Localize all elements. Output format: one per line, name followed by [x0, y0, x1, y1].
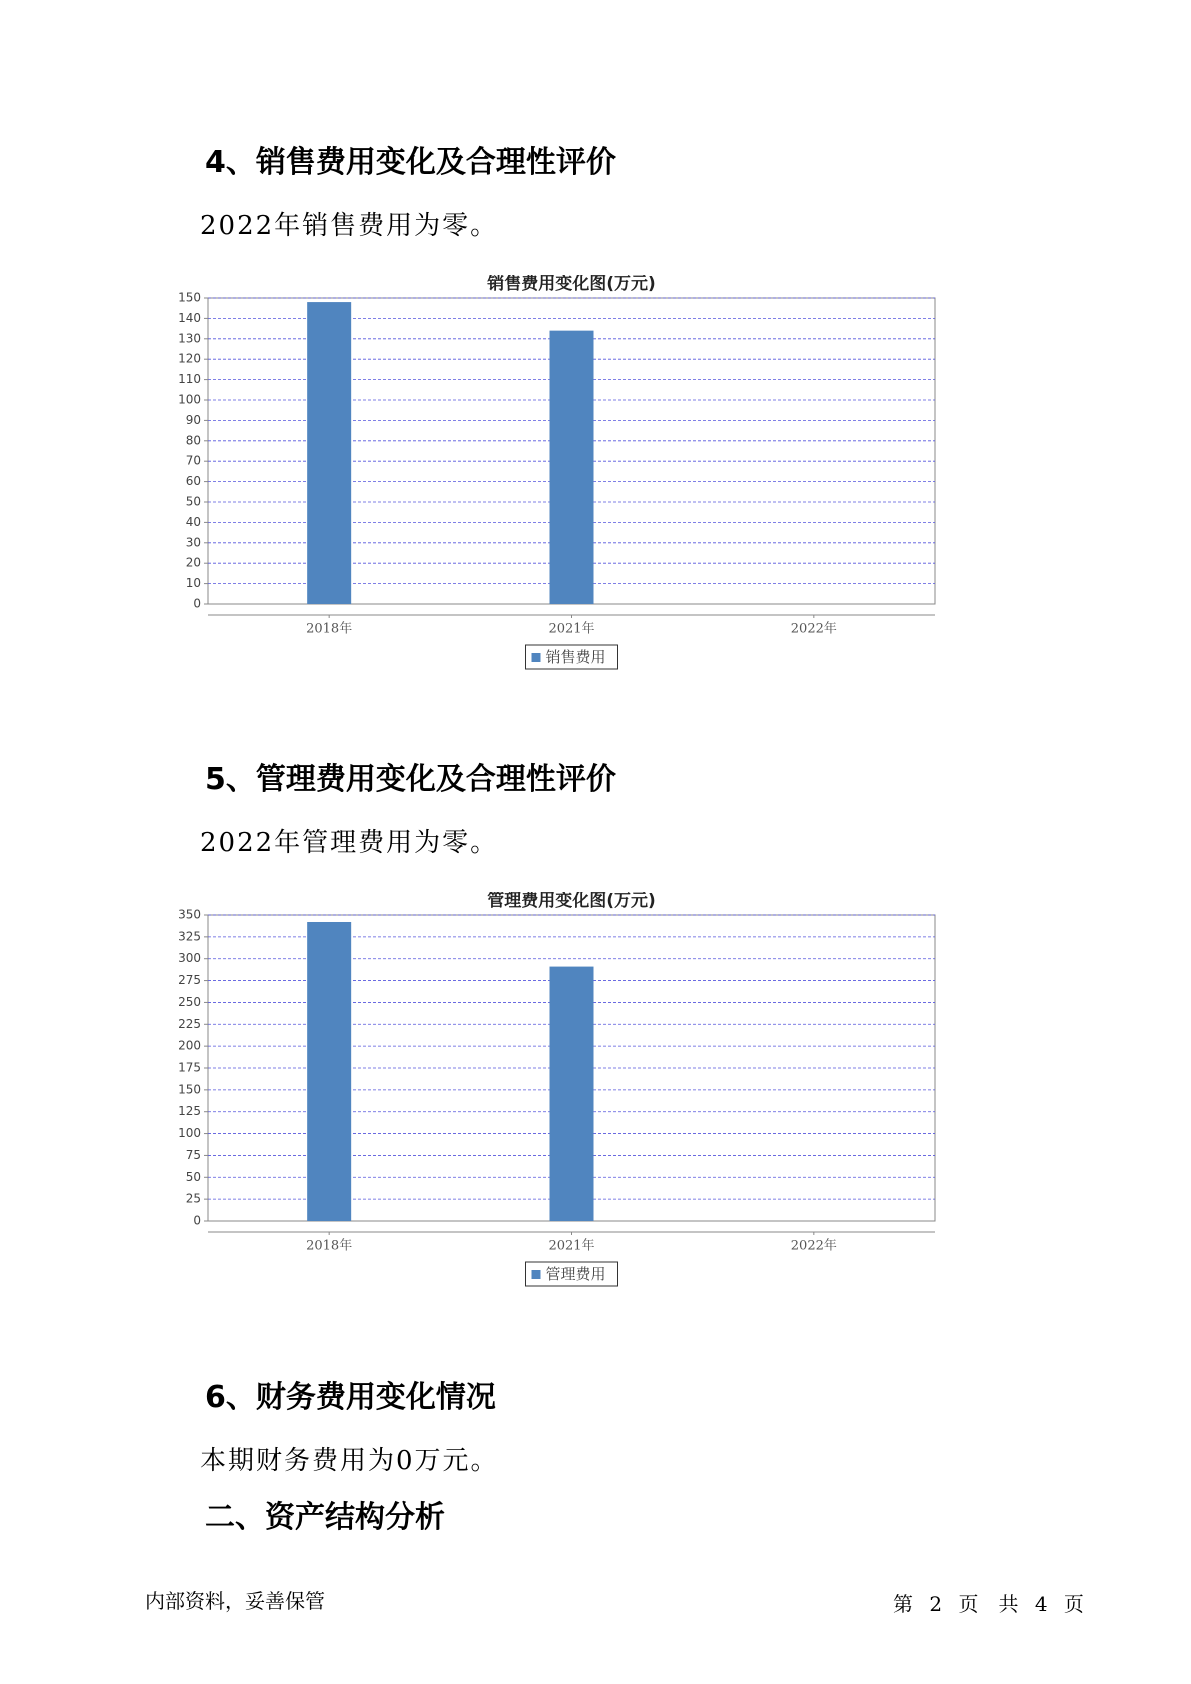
- page-mid: 页 共: [958, 1592, 1019, 1616]
- y-tick-label: 125: [178, 1104, 201, 1119]
- y-tick-label: 20: [185, 555, 201, 570]
- y-tick-label: 100: [178, 1126, 201, 1141]
- section-text-sales-expense: 2022年销售费用为零。: [200, 211, 499, 241]
- y-tick-label: 250: [178, 994, 201, 1009]
- y-tick-label: 175: [178, 1060, 201, 1075]
- y-tick-label: 225: [178, 1016, 201, 1031]
- footer-page-number: [893, 1588, 1084, 1617]
- y-tick-label: 75: [185, 1147, 201, 1162]
- bar: [307, 922, 351, 1221]
- page-total: 4: [1034, 1592, 1048, 1616]
- page-current: 2: [929, 1592, 943, 1616]
- legend-swatch: [532, 653, 541, 662]
- x-tick-label: 2021年: [548, 1238, 595, 1254]
- y-tick-label: 90: [185, 412, 201, 427]
- page-prefix: 第: [893, 1592, 913, 1616]
- y-tick-label: 50: [185, 494, 201, 509]
- section-heading-finance-expense: 6、财务费用变化情况: [205, 1380, 496, 1415]
- footer-confidential-note: 内部资料，妥善保管: [145, 1589, 325, 1613]
- y-tick-label: 30: [185, 535, 201, 550]
- y-tick-label: 0: [193, 1213, 201, 1228]
- chart-svg-sales-expense: [160, 275, 1020, 715]
- chart-admin-expense: [160, 892, 1020, 1332]
- y-tick-label: 50: [185, 1169, 201, 1184]
- y-tick-label: 100: [178, 392, 201, 407]
- x-tick-label: 2021年: [548, 621, 595, 637]
- y-tick-label: 150: [178, 290, 201, 305]
- x-tick-label: 2018年: [306, 1238, 353, 1254]
- section-heading-sales-expense: 4、销售费用变化及合理性评价: [205, 145, 616, 180]
- y-tick-label: 120: [178, 351, 201, 366]
- page-suffix: 页: [1063, 1592, 1084, 1616]
- y-tick-label: 300: [178, 951, 201, 966]
- bar: [550, 967, 594, 1221]
- chart-svg-admin-expense: [160, 892, 1020, 1332]
- y-tick-label: 150: [178, 1082, 201, 1097]
- x-tick-label: 2022年: [790, 621, 837, 637]
- y-tick-label: 110: [178, 372, 201, 387]
- y-tick-label: 70: [185, 453, 201, 468]
- bar: [307, 302, 351, 604]
- chart-title: 销售费用变化图(万元): [487, 275, 656, 294]
- y-tick-label: 0: [193, 596, 201, 611]
- y-tick-label: 40: [185, 514, 201, 529]
- section-text-finance-expense: 本期财务费用为0万元。: [200, 1446, 499, 1476]
- y-tick-label: 325: [178, 929, 201, 944]
- section-text-admin-expense: 2022年管理费用为零。: [200, 828, 499, 858]
- y-tick-label: 80: [185, 433, 201, 448]
- legend-swatch: [532, 1270, 541, 1279]
- chart-title: 管理费用变化图(万元): [487, 892, 656, 911]
- y-tick-label: 275: [178, 973, 201, 988]
- y-tick-label: 140: [178, 310, 201, 325]
- x-tick-label: 2022年: [790, 1238, 837, 1254]
- y-tick-label: 25: [185, 1191, 201, 1206]
- y-tick-label: 130: [178, 331, 201, 346]
- legend-label: 管理费用: [545, 1265, 606, 1283]
- section-heading-asset-structure: 二、资产结构分析: [205, 1500, 445, 1535]
- y-tick-label: 60: [185, 474, 201, 489]
- y-tick-label: 200: [178, 1038, 201, 1053]
- y-tick-label: 10: [185, 576, 201, 591]
- x-tick-label: 2018年: [306, 621, 353, 637]
- chart-sales-expense: [160, 275, 1020, 715]
- y-tick-label: 350: [178, 907, 201, 922]
- section-heading-admin-expense: 5、管理费用变化及合理性评价: [205, 762, 616, 797]
- legend-label: 销售费用: [545, 648, 606, 666]
- bar: [550, 331, 594, 604]
